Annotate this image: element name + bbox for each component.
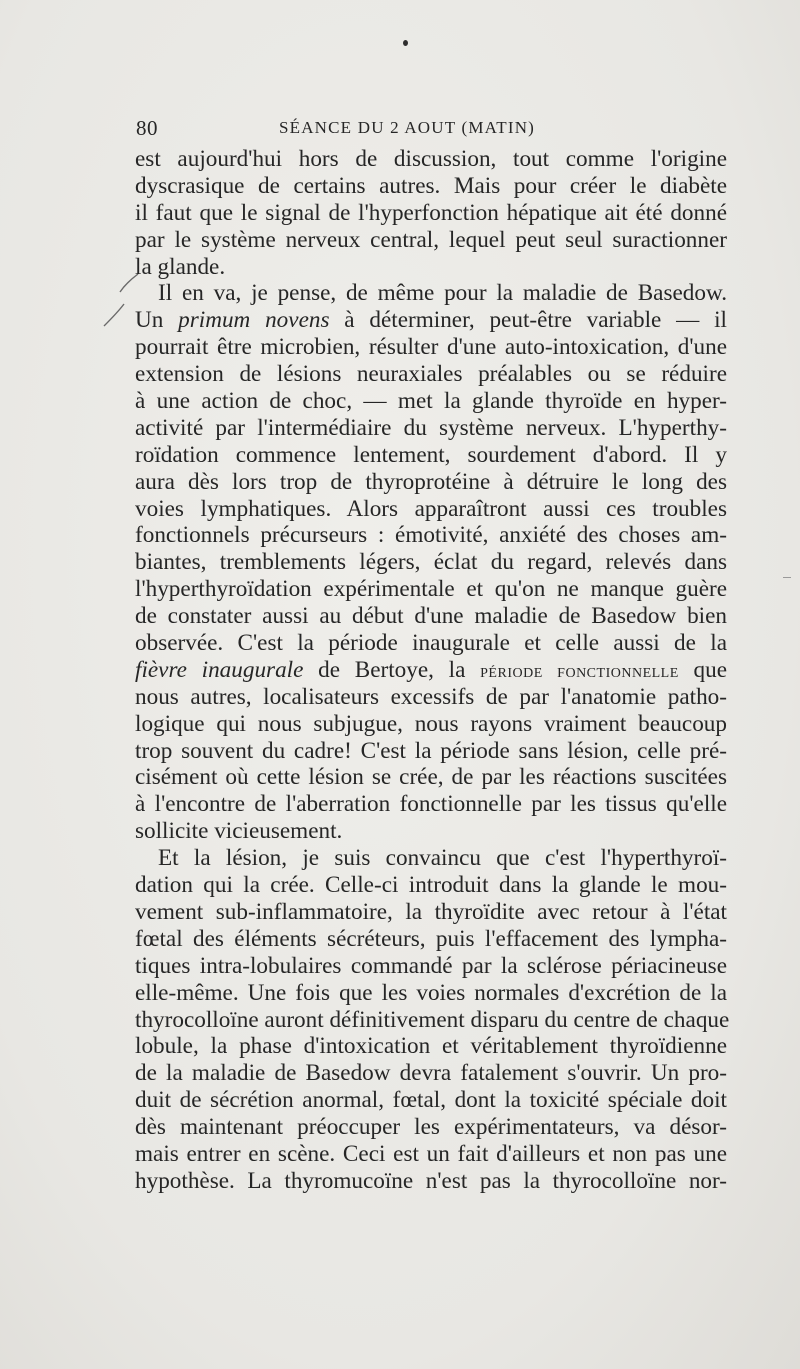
text-line: à une action de choc, — met la glande thyroïde en hyper- bbox=[135, 388, 727, 415]
text-line: l'hyperthyroïdation expérimentale et qu'on ne manque guère bbox=[135, 576, 727, 603]
text-line: pourrait être microbien, résulter d'une auto-intoxication, d'une bbox=[135, 334, 727, 361]
text-line: lobule, la phase d'intoxication et véritablement thyroïdienne bbox=[135, 1033, 727, 1060]
text-line: Il en va, je pense, de même pour la maladie de Basedow. bbox=[158, 280, 727, 307]
text-line: activité par l'intermédiaire du système nerveux. L'hyperthy- bbox=[135, 414, 727, 441]
text-run: à déterminer, peut-être variable — il bbox=[329, 307, 727, 334]
text-line: trop souvent du cadre! C'est la période sans lésion, celle pré- bbox=[135, 737, 727, 764]
text-line: par le système nerveux central, lequel peut seul suractionner bbox=[135, 226, 727, 253]
text-line: la glande. bbox=[135, 253, 226, 280]
text-line: cisément où cette lésion se crée, de par les réactions suscitées bbox=[135, 764, 727, 791]
text-line: mais entrer en scène. Ceci est un fait d'ailleurs et non pas une bbox=[135, 1140, 727, 1167]
text-line: dyscrasique de certains autres. Mais pour créer le diabète bbox=[135, 172, 727, 199]
text-line: aura dès lors trop de thyroprotéine à détruire le long des bbox=[135, 468, 727, 495]
text-line: il faut que le signal de l'hyperfonction hépatique ait été donné bbox=[135, 199, 727, 226]
text-line: logique qui nous subjugue, nous rayons vraiment beaucoup bbox=[135, 710, 727, 737]
text-line: est aujourd'hui hors de discussion, tout comme l'origine bbox=[135, 146, 727, 172]
text-line: dès maintenant préoccuper les expérimentateurs, va désor- bbox=[135, 1114, 727, 1141]
text-line: biantes, tremblements légers, éclat du regard, relevés dans bbox=[135, 549, 727, 576]
pencil-mark-icon bbox=[100, 270, 140, 330]
text-line: elle-même. Une fois que les voies normales d'excrétion de la bbox=[135, 979, 727, 1006]
text-line: dation qui la crée. Celle-ci introduit dans la glande le mou- bbox=[135, 872, 727, 899]
text-line: extension de lésions neuraxiales préalables ou se réduire bbox=[135, 361, 727, 388]
text-line: à l'encontre de l'aberration fonctionnelle par les tissus qu'elle bbox=[135, 791, 727, 818]
text-line: fœtal des éléments sécréteurs, puis l'effacement des lympha- bbox=[135, 925, 727, 952]
text-line: roïdation commence lentement, sourdement d'abord. Il y bbox=[135, 441, 727, 468]
running-head bbox=[136, 116, 728, 146]
text-line: vement sub-inflammatoire, la thyroïdite avec retour à l'état bbox=[135, 898, 727, 925]
text-run: Un bbox=[135, 307, 179, 334]
text-line: sollicite vicieusement. bbox=[135, 818, 343, 845]
text-line: de constater aussi au début d'une maladie de Basedow bien bbox=[135, 603, 727, 630]
body-text bbox=[135, 146, 730, 1195]
text-run: que bbox=[678, 656, 727, 683]
text-line: duit de sécrétion anormal, fœtal, dont la toxicité spéciale doit bbox=[135, 1087, 727, 1114]
italic-phrase: fièvre inaugurale bbox=[135, 656, 304, 683]
small-caps-phrase: période fonctionnelle bbox=[480, 659, 679, 682]
text-line: nous autres, localisateurs excessifs de par l'anatomie patho- bbox=[135, 683, 727, 710]
ink-dot bbox=[403, 40, 408, 46]
italic-phrase: primum novens bbox=[178, 307, 330, 334]
text-line: de la maladie de Basedow devra fatalement s'ouvrir. Un pro- bbox=[135, 1060, 727, 1087]
text-line: fonctionnels précurseurs : émotivité, anxiété des choses am- bbox=[135, 522, 727, 549]
margin-tick bbox=[783, 577, 791, 578]
text-run: de Bertoye, la bbox=[303, 656, 481, 683]
page-number: 80 bbox=[136, 116, 158, 140]
text-line bbox=[135, 657, 727, 684]
text-line: voies lymphatiques. Alors apparaîtront aussi ces troubles bbox=[135, 495, 727, 522]
header-title: SÉANCE DU 2 AOUT (MATIN) bbox=[278, 118, 536, 137]
text-line: Et la lésion, je suis convaincu que c'est l'hyperthyroï- bbox=[158, 845, 727, 872]
text-line: thyrocolloïne auront définitivement disparu du centre de chaque bbox=[135, 1006, 730, 1033]
text-line bbox=[135, 307, 727, 334]
text-line: hypothèse. La thyromucoïne n'est pas la thyrocolloïne nor- bbox=[135, 1167, 727, 1194]
text-line: tiques intra-lobulaires commandé par la sclérose périacineuse bbox=[135, 952, 727, 979]
text-line: observée. C'est la période inaugurale et celle aussi de la bbox=[135, 630, 727, 657]
